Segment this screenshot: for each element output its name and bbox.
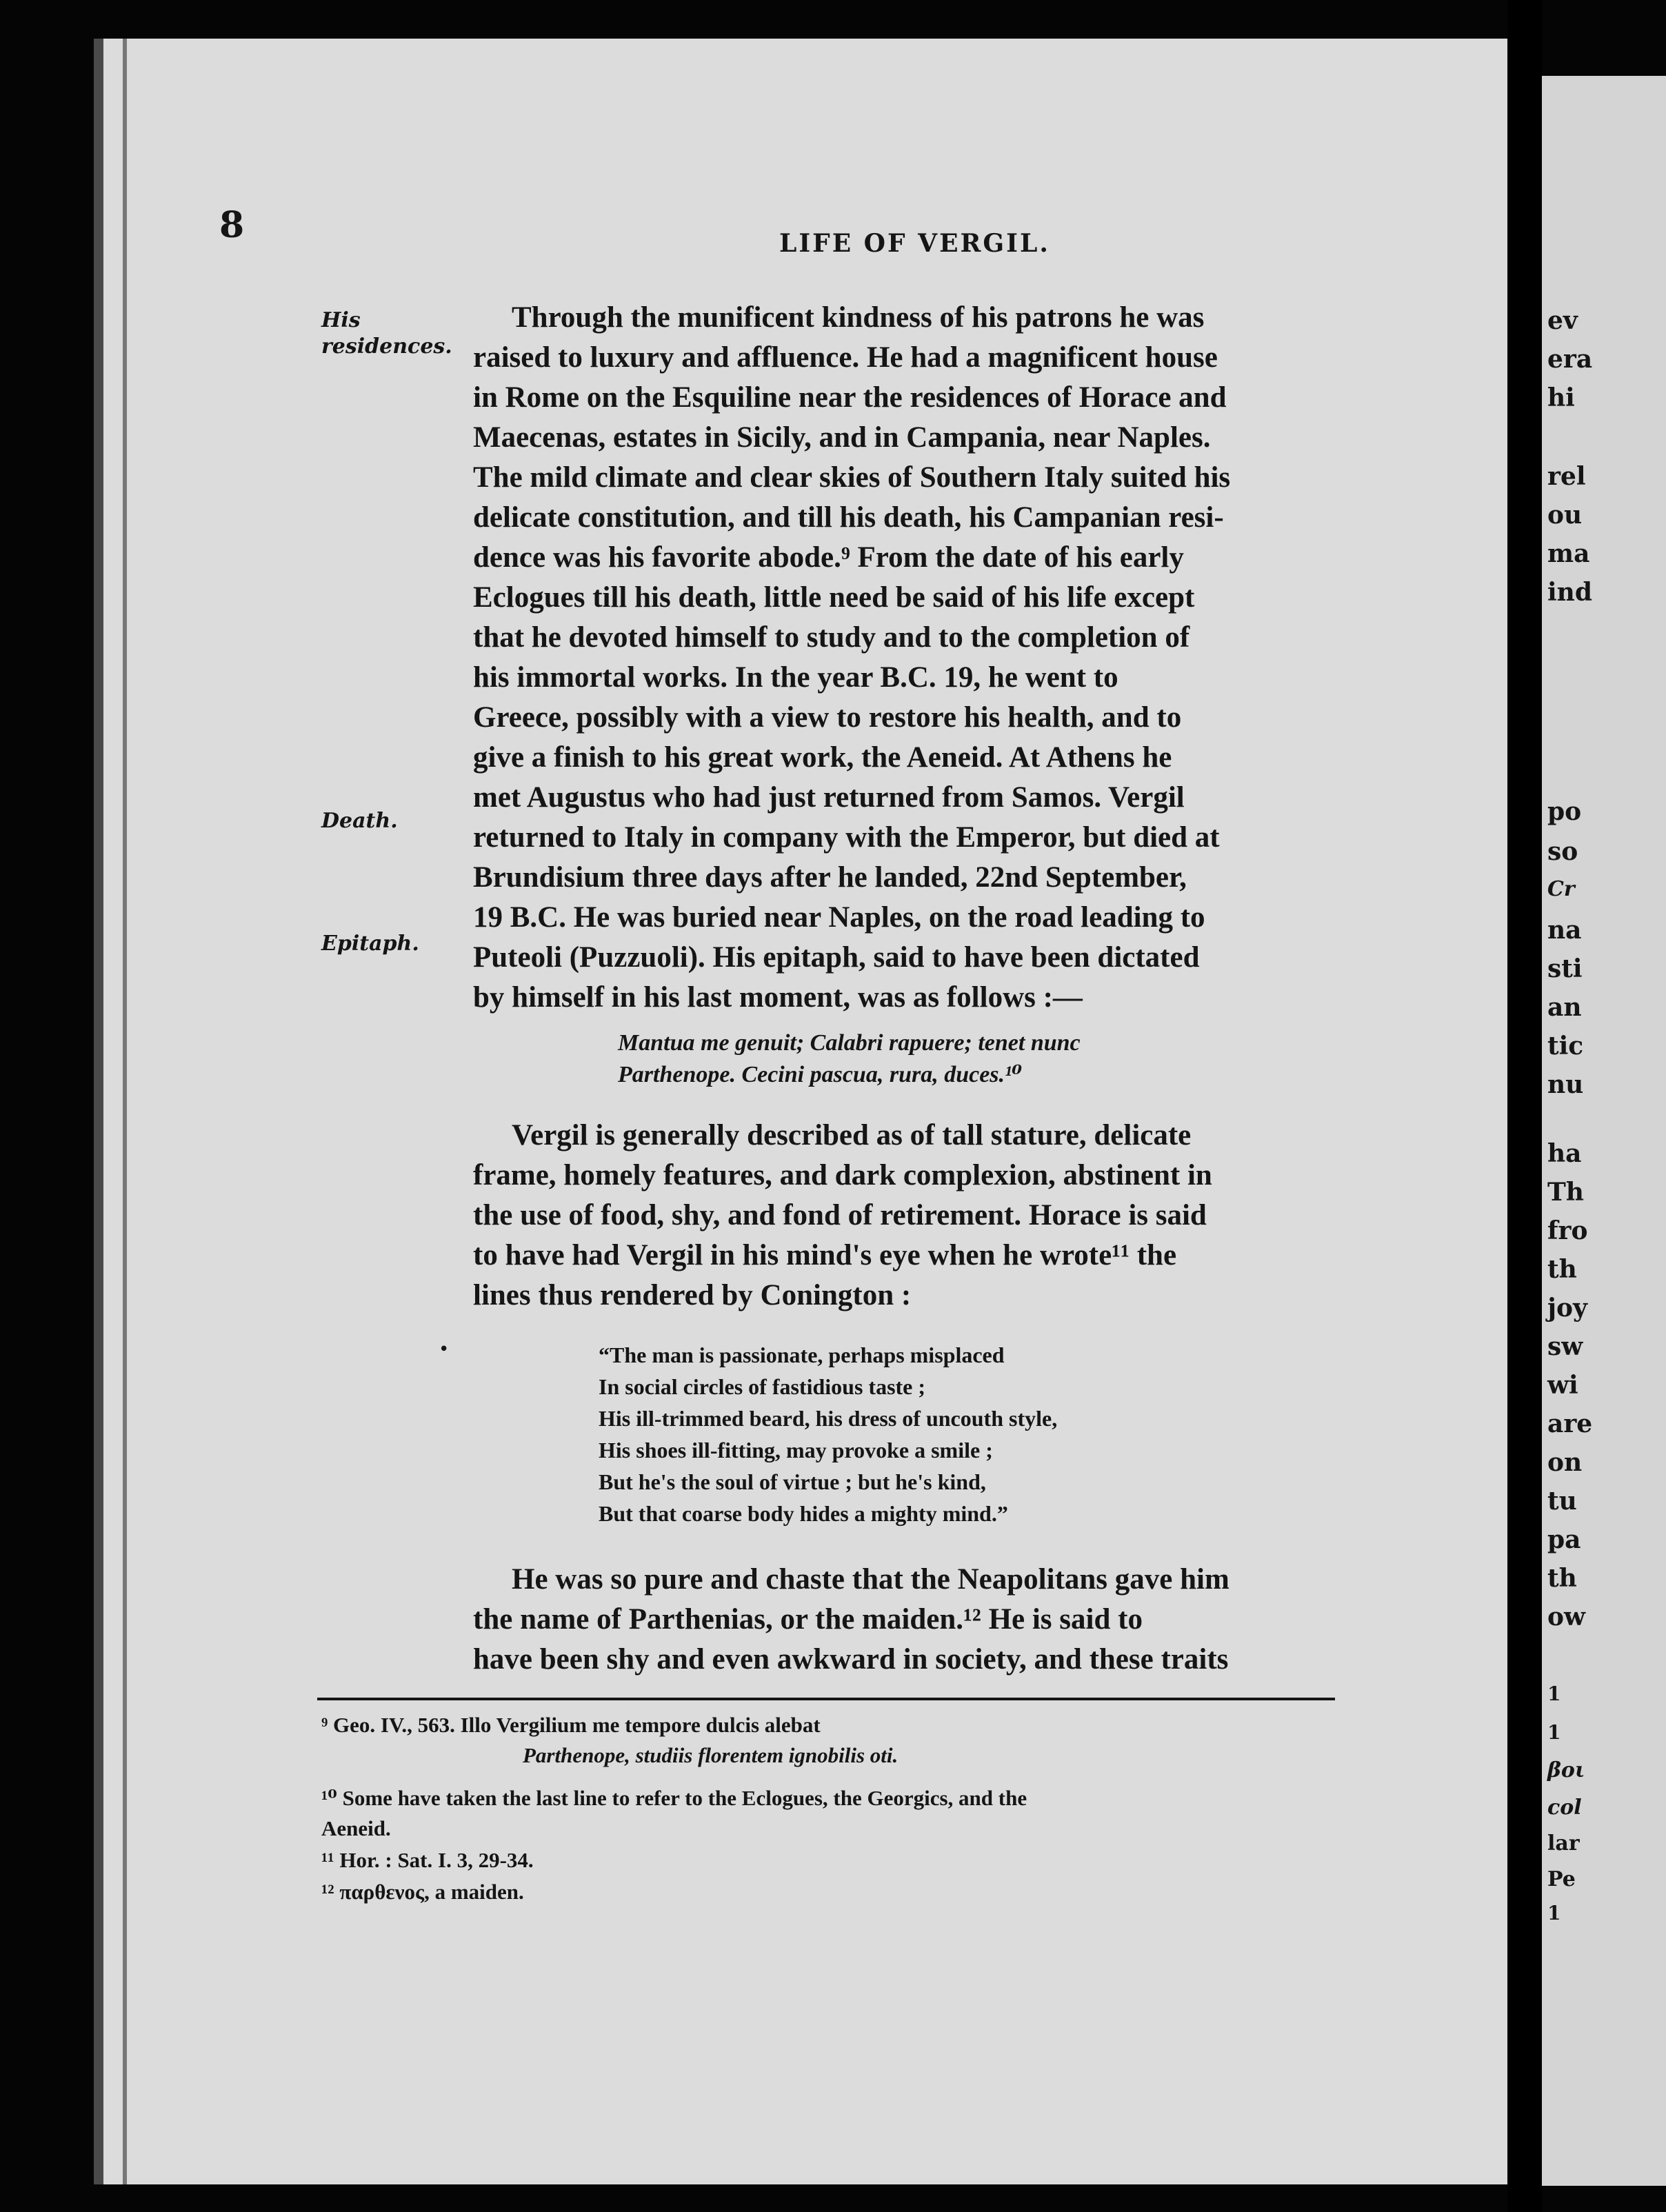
verse-line: But he's the soul of virtue ; but he's kind, [599, 1469, 986, 1494]
paragraph-residences [473, 298, 1343, 1018]
text-line: delicate constitution, and till his death, his Campanian resi- [473, 501, 1224, 534]
text-line: by himself in his last moment, was as follows :— [473, 981, 1083, 1014]
fragment-text: na [1547, 916, 1582, 945]
text-line: Puteoli (Puzzuoli). His epitaph, said to have been dictated [473, 941, 1200, 974]
page-number: 8 [219, 204, 245, 246]
adjacent-page [1542, 76, 1666, 2186]
sidenote-residences-line1: His [321, 308, 361, 332]
fragment-text: col [1547, 1796, 1582, 1820]
fragment-text: hi [1547, 383, 1575, 412]
footnote-9 [321, 1710, 1342, 1771]
stray-mark: • [439, 1339, 450, 1360]
text-line: to have had Vergil in his mind's eye when he wrote¹¹ the [473, 1239, 1177, 1271]
book-spine-gutter [1507, 0, 1542, 2212]
text-line: Maecenas, estates in Sicily, and in Campania, near Naples. [473, 421, 1211, 454]
verse-line: His ill-trimmed beard, his dress of uncouth style, [599, 1406, 1058, 1431]
paragraph-parthenias [473, 1560, 1343, 1680]
text-line: frame, homely features, and dark complexion, abstinent in [473, 1159, 1212, 1192]
fragment-text: an [1547, 993, 1582, 1022]
sidenote-epitaph: Epitaph. [321, 932, 419, 956]
fragment-text: tic [1547, 1032, 1584, 1060]
text-line: the name of Parthenias, or the maiden.¹² He is said to [473, 1603, 1143, 1636]
fragment-text: 1 [1547, 1902, 1561, 1924]
fragment-text: Pe [1547, 1867, 1576, 1891]
conington-verse [599, 1339, 1219, 1529]
footnote-line: ¹⁰ Some have taken the last line to refer to the Eclogues, the Georgics, and the [321, 1786, 1027, 1810]
footnote-line: ⁹ Geo. IV., 563. Illo Vergilium me tempore dulcis alebat [321, 1713, 821, 1737]
text-line: He was so pure and chaste that the Neapolitans gave him [512, 1563, 1230, 1596]
text-line: The mild climate and clear skies of Southern Italy suited his [473, 461, 1231, 494]
text-line: Vergil is generally described as of tall stature, delicate [512, 1119, 1192, 1152]
fragment-text: on [1547, 1448, 1583, 1477]
text-line: lines thus rendered by Conington : [473, 1279, 912, 1311]
text-line: raised to luxury and affluence. He had a magnificent house [473, 341, 1218, 374]
epitaph-verse [618, 1027, 1238, 1091]
text-line: Through the munificent kindness of his patrons he was [512, 301, 1205, 334]
fragment-text: nu [1547, 1070, 1584, 1099]
verse-line: In social circles of fastidious taste ; [599, 1374, 926, 1399]
text-line: Eclogues till his death, little need be said of his life except [473, 581, 1195, 614]
fragment-text: po [1547, 797, 1582, 826]
fragment-text: 1 [1547, 1721, 1561, 1744]
verse-line: Parthenope. Cecini pascua, rura, duces.¹⁰ [618, 1062, 1023, 1087]
fragment-text: joy [1547, 1294, 1587, 1323]
text-line: in Rome on the Esquiline near the residences of Horace and [473, 381, 1227, 414]
text-line: the use of food, shy, and fond of retirement. Horace is said [473, 1199, 1207, 1231]
fragment-text: ind [1547, 578, 1593, 607]
text-line: Brundisium three days after he landed, 22nd September, [473, 861, 1187, 894]
text-line: dence was his favorite abode.⁹ From the date of his early [473, 541, 1184, 574]
verse-line: Mantua me genuit; Calabri rapuere; tenet nunc [618, 1030, 1081, 1056]
footnote-12: ¹² παρθενος, a maiden. [321, 1880, 524, 1904]
verse-line: His shoes ill-fitting, may provoke a smile ; [599, 1438, 993, 1462]
text-line: 19 B.C. He was buried near Naples, on the road leading to [473, 901, 1205, 934]
running-head: LIFE OF VERGIL. [779, 229, 1050, 258]
text-line: have been shy and even awkward in society, and these traits [473, 1643, 1229, 1676]
sidenote-death: Death. [321, 809, 398, 833]
fragment-text: sw [1547, 1332, 1583, 1361]
fragment-text: βοι [1547, 1758, 1585, 1782]
fragment-text: are [1547, 1409, 1593, 1438]
sidenote-residences [321, 308, 452, 360]
verse-line: But that coarse body hides a mighty mind.” [599, 1501, 1008, 1526]
fragment-text: tu [1547, 1487, 1577, 1516]
fragment-text: era [1547, 345, 1593, 374]
fragment-text: ev [1547, 306, 1578, 335]
fragment-text: th [1547, 1564, 1577, 1593]
footnote-10 [321, 1783, 1342, 1844]
footnote-11: ¹¹ Hor. : Sat. I. 3, 29-34. [321, 1848, 534, 1872]
verse-line: “The man is passionate, perhaps misplaced [599, 1343, 1005, 1367]
paragraph-description [473, 1116, 1343, 1316]
fragment-text: sti [1547, 954, 1583, 983]
sidenote-residences-line2: residences. [321, 334, 452, 359]
fragment-text: rel [1547, 462, 1586, 491]
text-line: met Augustus who had just returned from Samos. Vergil [473, 781, 1185, 814]
footnote-line: Parthenope, studiis florentem ignobilis oti. [523, 1743, 899, 1767]
fragment-text: th [1547, 1255, 1577, 1284]
text-line: his immortal works. In the year B.C. 19, he went to [473, 661, 1118, 694]
fragment-text: ma [1547, 539, 1590, 568]
text-line: returned to Italy in company with the Emperor, but died at [473, 821, 1220, 854]
fragment-text: ha [1547, 1139, 1582, 1168]
fragment-text: wi [1547, 1371, 1578, 1400]
fragment-text: Th [1547, 1178, 1584, 1207]
fragment-text: 1 [1547, 1682, 1561, 1705]
fragment-text: pa [1547, 1525, 1581, 1554]
text-line: Greece, possibly with a view to restore his health, and to [473, 701, 1182, 734]
fragment-text: Cr [1547, 877, 1575, 901]
fragment-text: lar [1547, 1831, 1580, 1856]
footnote-line: Aeneid. [321, 1816, 391, 1840]
fragment-text: ou [1547, 501, 1583, 530]
fragment-text: fro [1547, 1216, 1588, 1245]
text-line: give a finish to his great work, the Aeneid. At Athens he [473, 741, 1172, 774]
text-line: that he devoted himself to study and to the completion of [473, 621, 1190, 654]
fragment-text: so [1547, 837, 1578, 866]
footnote-rule [317, 1698, 1335, 1700]
fragment-text: ow [1547, 1602, 1586, 1631]
